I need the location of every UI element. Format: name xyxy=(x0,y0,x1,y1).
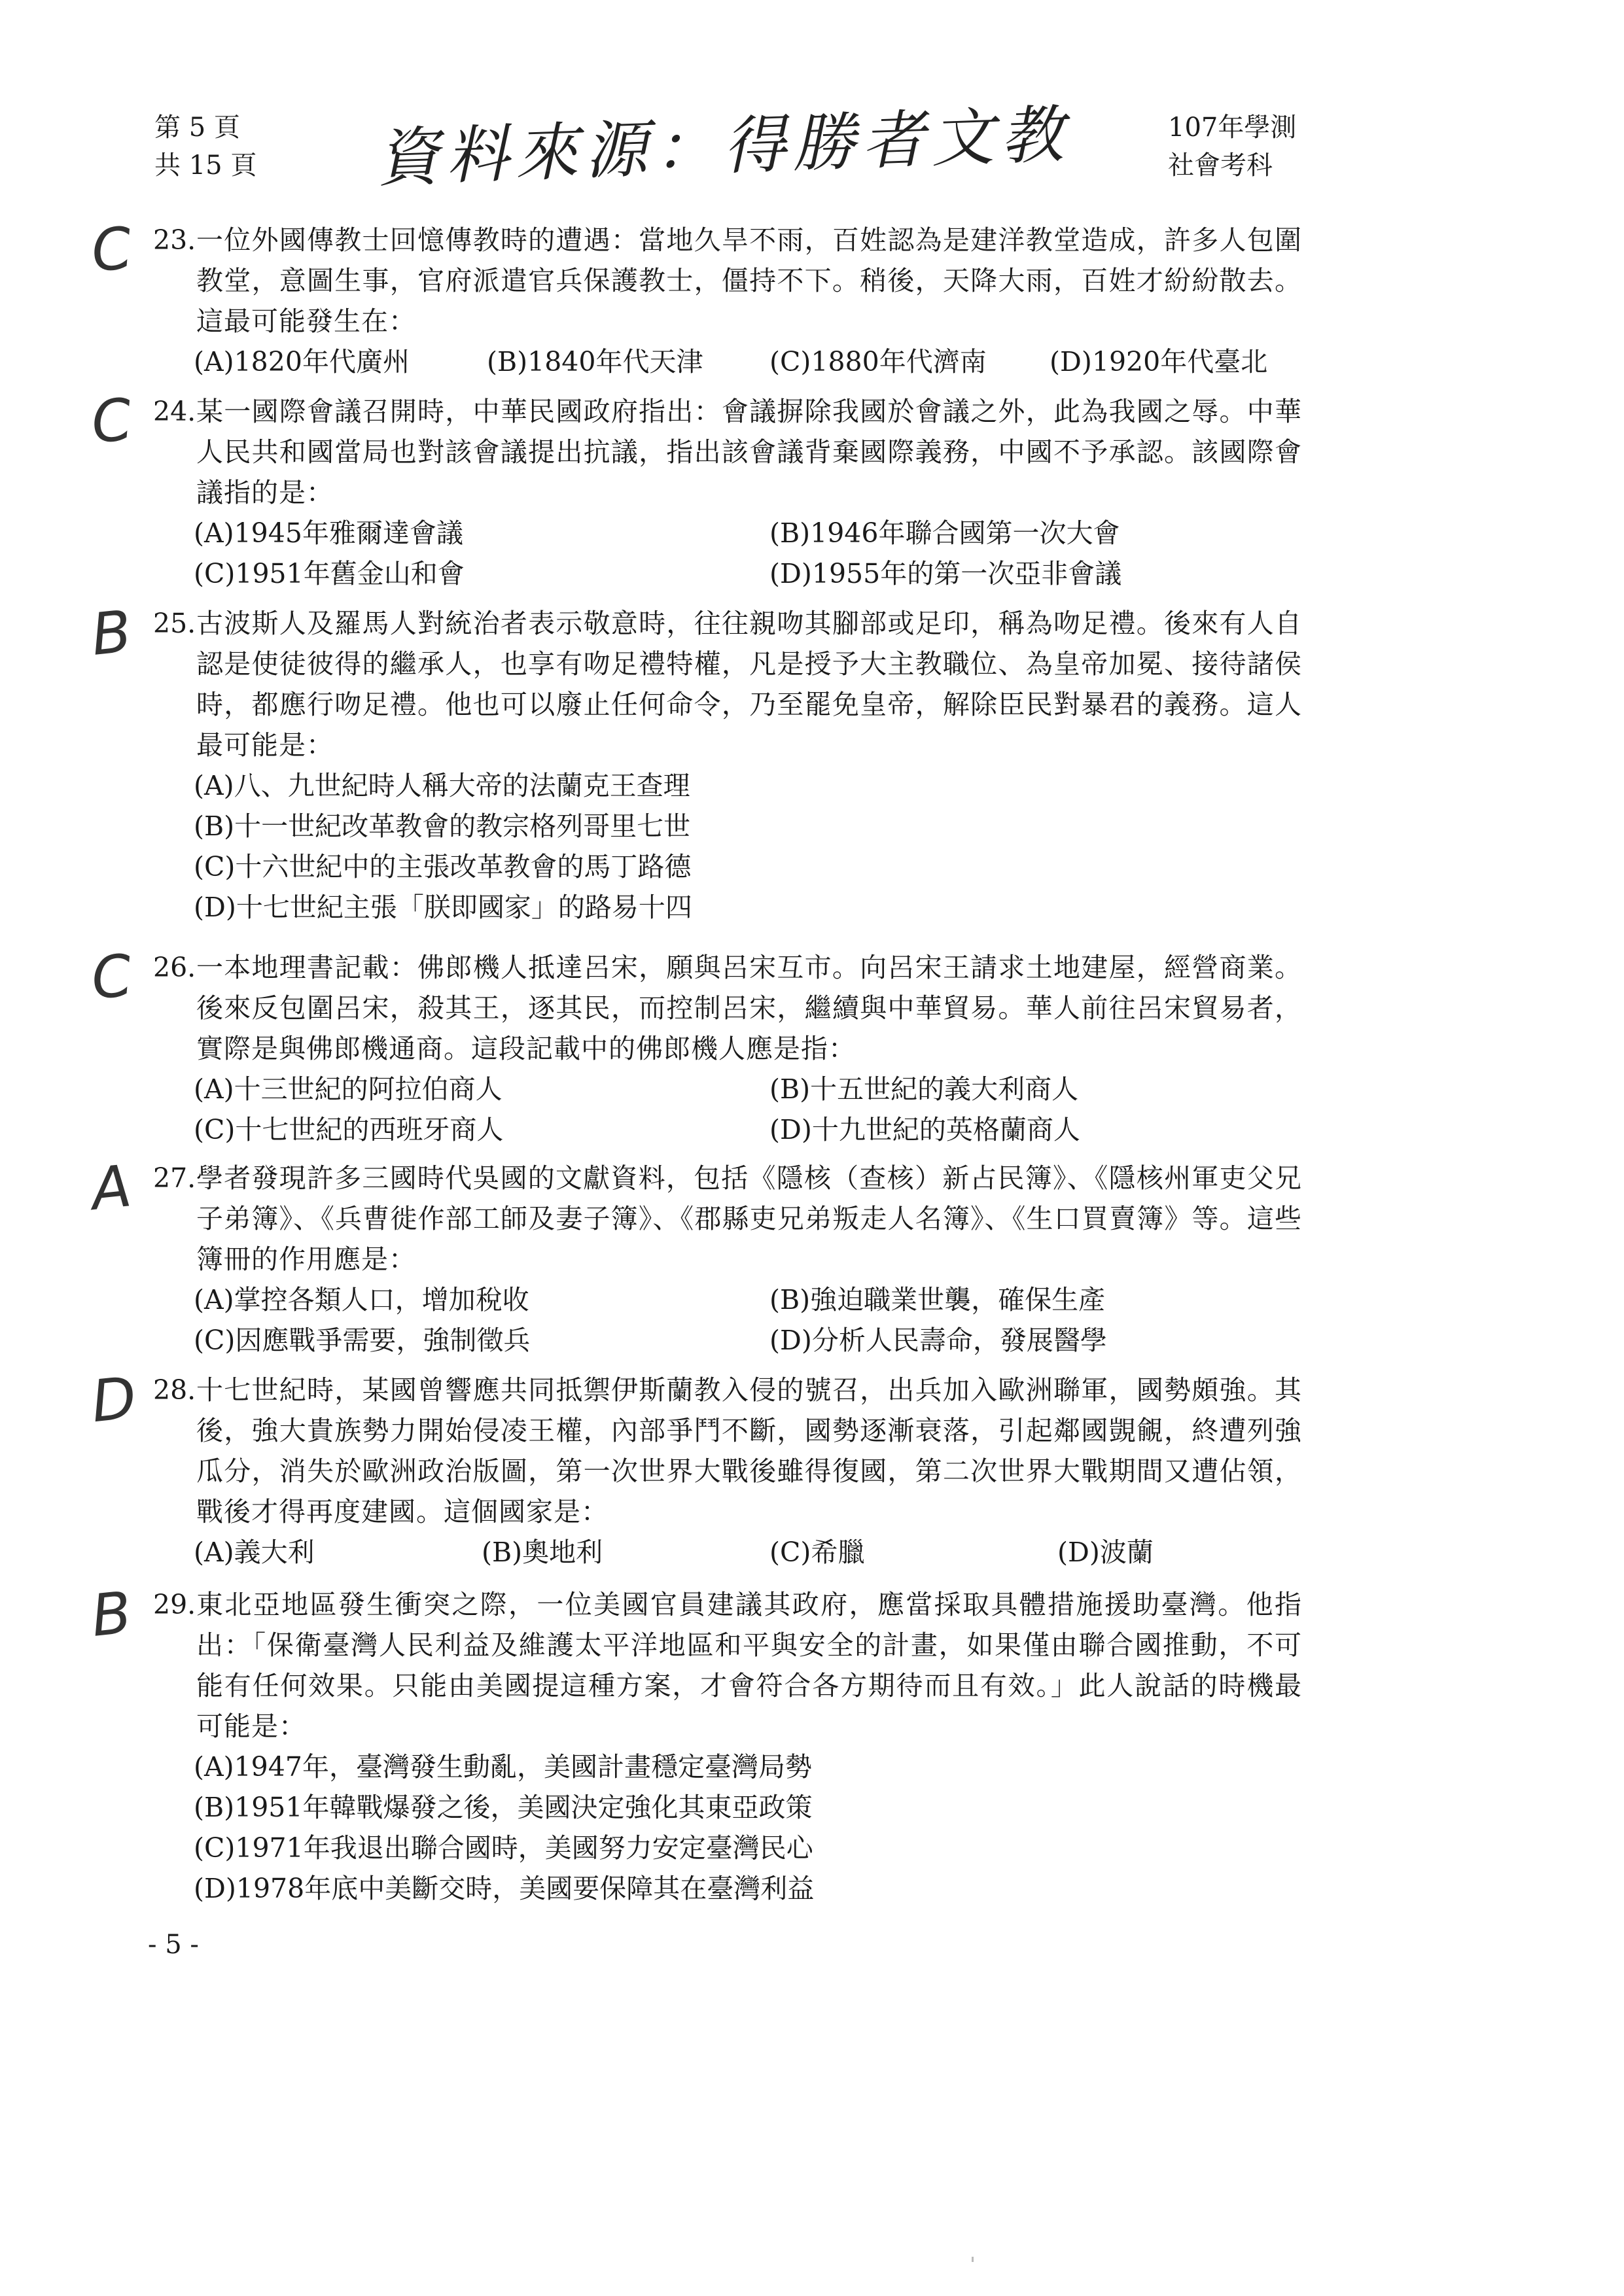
question-number: 28. xyxy=(153,1374,196,1406)
handwritten-answer-mark: C xyxy=(88,385,135,457)
scan-artifact xyxy=(972,2257,974,2262)
question-stem: 一本地理書記載：佛郎機人抵達呂宋，願與呂宋互市。向呂宋王請求土地建屋，經營商業。後來反包圍呂宋，殺其王，逐其民，而控制呂宋，繼續與中華貿易。華人前往呂宋貿易者，實際是與佛郎機通商。這段記載中的佛郎機人應是指： xyxy=(196,952,1302,1064)
handwritten-source-note: 資料來源：得勝者文教 xyxy=(375,97,1071,196)
page-footer-number: - 5 - xyxy=(148,1930,199,1960)
option-d: (D)1978年底中美斷交時，美國要保障其在臺灣利益 xyxy=(194,1873,815,1904)
question-stem: 十七世紀時，某國曾響應共同抵禦伊斯蘭教入侵的號召，出兵加入歐洲聯軍，國勢頗強。其後，強大貴族勢力開始侵凌王權，內部爭鬥不斷，國勢逐漸衰落，引起鄰國覬覦，終遭列強瓜分，消失於歐洲政治版圖，第一次世界大戰後雖得復國，第二次世界大戰期間又遭佔領，戰後才得再度建國。這個國家是： xyxy=(196,1374,1302,1527)
option-c: (C)希臘 xyxy=(769,1537,865,1568)
question-number: 27. xyxy=(153,1162,196,1194)
option-a: (A)1945年雅爾達會議 xyxy=(194,517,463,549)
option-d: (D)1955年的第一次亞非會議 xyxy=(769,558,1122,589)
option-c: (C)十七世紀的西班牙商人 xyxy=(194,1114,504,1145)
option-d: (D)十九世紀的英格蘭商人 xyxy=(769,1114,1080,1145)
option-b: (B)1951年韓戰爆發之後，美國決定強化其東亞政策 xyxy=(194,1792,813,1823)
question-stem: 東北亞地區發生衝突之際，一位美國官員建議其政府，應當採取具體措施援助臺灣。他指出：「保衛臺灣人民利益及維護太平洋地區和平與安全的計畫，如果僅由聯合國推動，不可能有任何效果。只能由美國提這種方案，才會符合各方期待而且有效。」此人說話的時機最可能是： xyxy=(196,1589,1302,1742)
total-pages-label: 共 15 頁 xyxy=(154,150,257,181)
question-stem: 一位外國傳教士回憶傳教時的遭遇：當地久旱不雨，百姓認為是建洋教堂造成，許多人包圍教堂，意圖生事，官府派遣官兵保護教士，僵持不下。稍後，天降大雨，百姓才紛紛散去。這最可能發生在： xyxy=(196,224,1302,337)
option-a: (A)1947年，臺灣發生動亂，美國計畫穩定臺灣局勢 xyxy=(194,1751,812,1783)
handwritten-answer-mark: D xyxy=(88,1363,139,1436)
option-d: (D)十七世紀主張「朕即國家」的路易十四 xyxy=(194,892,692,923)
option-a: (A)八、九世紀時人稱大帝的法蘭克王查理 xyxy=(194,770,690,801)
option-a: (A)掌控各類人口，增加稅收 xyxy=(194,1284,529,1315)
handwritten-answer-mark: C xyxy=(88,941,135,1013)
option-c: (C)十六世紀中的主張改革教會的馬丁路德 xyxy=(194,851,692,882)
exam-year-label: 107年學測 xyxy=(1168,113,1297,143)
page-info xyxy=(154,109,256,184)
option-d: (D)1920年代臺北 xyxy=(1050,346,1268,377)
option-a: (A)1820年代廣州 xyxy=(194,346,410,377)
option-b: (B)十五世紀的義大利商人 xyxy=(769,1073,1079,1105)
question-number: 24. xyxy=(153,396,196,427)
option-a: (A)義大利 xyxy=(194,1537,315,1568)
handwritten-answer-mark: A xyxy=(88,1152,135,1223)
option-d: (D)分析人民壽命，發展醫學 xyxy=(769,1325,1107,1356)
page-number-label: 第 5 頁 xyxy=(154,113,240,143)
question-stem: 某一國際會議召開時，中華民國政府指出：會議摒除我國於會議之外，此為我國之辱。中華人民共和國當局也對該會議提出抗議，指出該會議背棄國際義務，中國不予承認。該國際會議指的是： xyxy=(196,396,1302,508)
question-number: 29. xyxy=(153,1589,196,1620)
handwritten-answer-mark: B xyxy=(88,1578,135,1650)
question-number: 23. xyxy=(153,224,196,256)
question-stem: 學者發現許多三國時代吳國的文獻資料，包括《隱核（查核）新占民簿》、《隱核州軍吏父兄子弟簿》、《兵曹徙作部工師及妻子簿》、《郡縣吏兄弟叛走人名簿》、《生口買賣簿》等。這些簿冊的作用應是： xyxy=(196,1162,1302,1275)
option-d: (D)波蘭 xyxy=(1057,1537,1154,1568)
option-c: (C)因應戰爭需要，強制徵兵 xyxy=(194,1325,531,1356)
handwritten-answer-mark: C xyxy=(88,214,135,285)
option-b: (B)強迫職業世襲，確保生產 xyxy=(769,1284,1106,1315)
option-b: (B)1946年聯合國第一次大會 xyxy=(769,517,1120,549)
option-a: (A)十三世紀的阿拉伯商人 xyxy=(194,1073,503,1105)
option-b: (B)十一世紀改革教會的教宗格列哥里七世 xyxy=(194,810,691,842)
option-b: (B)1840年代天津 xyxy=(487,346,703,377)
question-number: 26. xyxy=(153,952,196,983)
option-c: (C)1951年舊金山和會 xyxy=(194,558,465,589)
option-b: (B)奧地利 xyxy=(482,1537,603,1568)
question-number: 25. xyxy=(153,608,196,639)
handwritten-answer-mark: B xyxy=(88,597,135,669)
subject-label: 社會考科 xyxy=(1168,150,1273,181)
option-c: (C)1971年我退出聯合國時，美國努力安定臺灣民心 xyxy=(194,1832,813,1864)
question-stem: 古波斯人及羅馬人對統治者表示敬意時，往往親吻其腳部或足印，稱為吻足禮。後來有人自認是使徒彼得的繼承人，也享有吻足禮特權，凡是授予大主教職位、為皇帝加冕、接待諸侯時，都應行吻足禮。他也可以廢止任何命令，乃至罷免皇帝，解除臣民對暴君的義務。這人最可能是： xyxy=(196,608,1302,761)
exam-info xyxy=(1168,109,1296,184)
option-c: (C)1880年代濟南 xyxy=(769,346,987,377)
